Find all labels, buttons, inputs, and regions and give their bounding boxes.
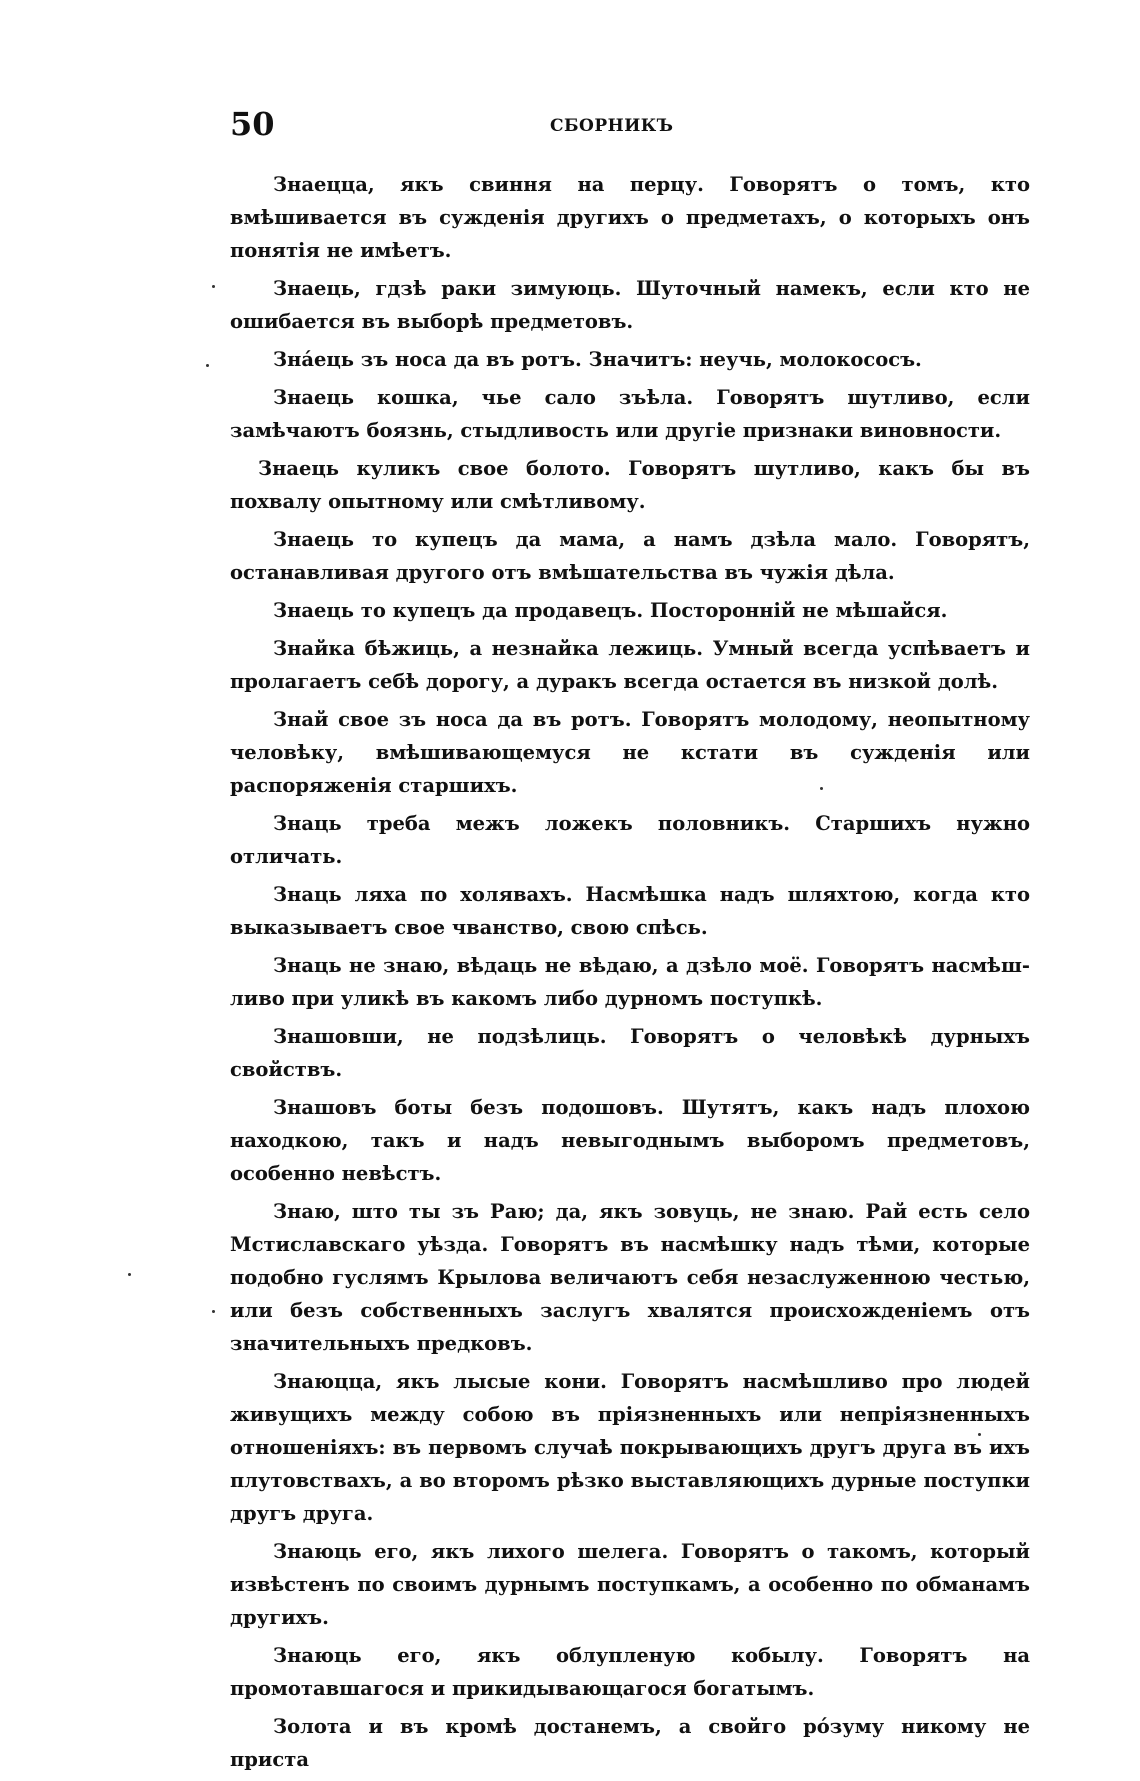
proverb-entry: Знаець то купецъ да мама, а намъ дзѣла мало. Говорятъ, останавливая другого отъ вмѣшательства въ чужія дѣла. xyxy=(230,528,1030,584)
proverb-entry: Знаецца, якъ свиння на перцу. Говорятъ о томъ, кто вмѣшивается въ сужденія другихъ о предметахъ, о которыхъ онъ понятія не имѣетъ. xyxy=(230,173,1030,262)
print-speck xyxy=(212,1310,215,1313)
proverb-entry: Знаюць его, якъ облупленую кобылу. Говорятъ на промотавшагося и прикидывающагося богатымъ. xyxy=(230,1644,1030,1700)
proverb-entry: Знашовъ боты безъ подошовъ. Шутятъ, какъ надъ плохою находкою, такъ и надъ невыгоднымъ выборомъ предметовъ, особенно невѣстъ. xyxy=(230,1096,1030,1185)
proverb-entry: Знашовши, не подзѣлиць. Говорятъ о человѣкѣ дурныхъ свойствъ. xyxy=(230,1025,1030,1081)
proverb-entry: Знаець кошка, чье сало зъѣла. Говорятъ шутливо, если замѣчаютъ боязнь, стыдливость или другіе признаки виновности. xyxy=(230,386,1030,442)
proverb-entry: Знаю, што ты зъ Раю; да, якъ зовуць, не знаю. Рай есть село Мстиславскаго уѣзда. Говорятъ въ насмѣшку надъ тѣми, которые подобно гуслямъ Крылова величаютъ себя незаслуженною честью, или безъ собственныхъ заслугъ хвалятся происхожденіемъ отъ значительныхъ предковъ. xyxy=(230,1200,1030,1355)
print-speck xyxy=(820,787,823,790)
page-header xyxy=(230,104,1030,144)
proverb-entry: Золота и въ кромѣ достанемъ, а свойго рóзуму никому не приста xyxy=(230,1715,1030,1771)
proverb-entry: Знаюцца, якъ лысые кони. Говорятъ насмѣшливо про людей живущихъ между собою въ пріязненныхъ или непріязненныхъ отношеніяхъ: въ первомъ случаѣ покрывающихъ другъ друга въ ихъ плутовствахъ, а во второмъ рѣзко выставляющихъ дурные поступки другъ друга. xyxy=(230,1370,1030,1525)
proverb-entry: Знаець то купецъ да продавецъ. Посторонній не мѣшайся. xyxy=(273,599,948,622)
proverb-entry: Знаюць его, якъ лихого шелега. Говорятъ о такомъ, который извѣстенъ по своимъ дурнымъ поступкамъ, а особенно по обманамъ другихъ. xyxy=(230,1540,1030,1629)
proverb-text xyxy=(230,168,1030,1781)
proverb-entry: Знáець зъ носа да въ ротъ. Значитъ: неучь, молокососъ. xyxy=(273,348,922,371)
proverb-entry: Знаць ляха по холявахъ. Насмѣшка надъ шляхтою, когда кто выказываетъ свое чванство, свою спѣсь. xyxy=(230,883,1030,939)
running-title: СБОРНИКЪ xyxy=(550,116,674,136)
page-number: 50 xyxy=(230,105,275,143)
proverb-entry: Знаць не знаю, вѣдаць не вѣдаю, а дзѣло моё. Говорятъ насмѣшливо при уликѣ въ какомъ либо дурномъ поступкѣ. xyxy=(230,954,1030,1010)
proverb-entry: Знаць треба межъ ложекъ половникъ. Старшихъ нужно отличать. xyxy=(230,812,1030,868)
print-speck xyxy=(128,1273,131,1276)
proverb-entry: Знаець, гдзѣ раки зимуюць. Шуточный намекъ, если кто не ошибается въ выборѣ предметовъ. xyxy=(230,277,1030,333)
proverb-entry: Знайка бѣжиць, а незнайка лежиць. Умный всегда успѣваетъ и пролагаетъ себѣ дорогу, а дуракъ всегда остается въ низкой долѣ. xyxy=(230,637,1030,693)
proverb-entry: Знаець куликъ свое болото. Говорятъ шутливо, какъ бы въ похвалу опытному или смѣтливому. xyxy=(230,457,1030,513)
print-speck xyxy=(206,364,209,367)
print-speck xyxy=(978,1433,981,1436)
proverb-entry: Знай свое зъ носа да въ ротъ. Говорятъ молодому, неопытному человѣку, вмѣшивающемуся не кстати въ сужденія или распоряженія старшихъ. xyxy=(230,708,1030,797)
print-speck xyxy=(212,285,215,288)
